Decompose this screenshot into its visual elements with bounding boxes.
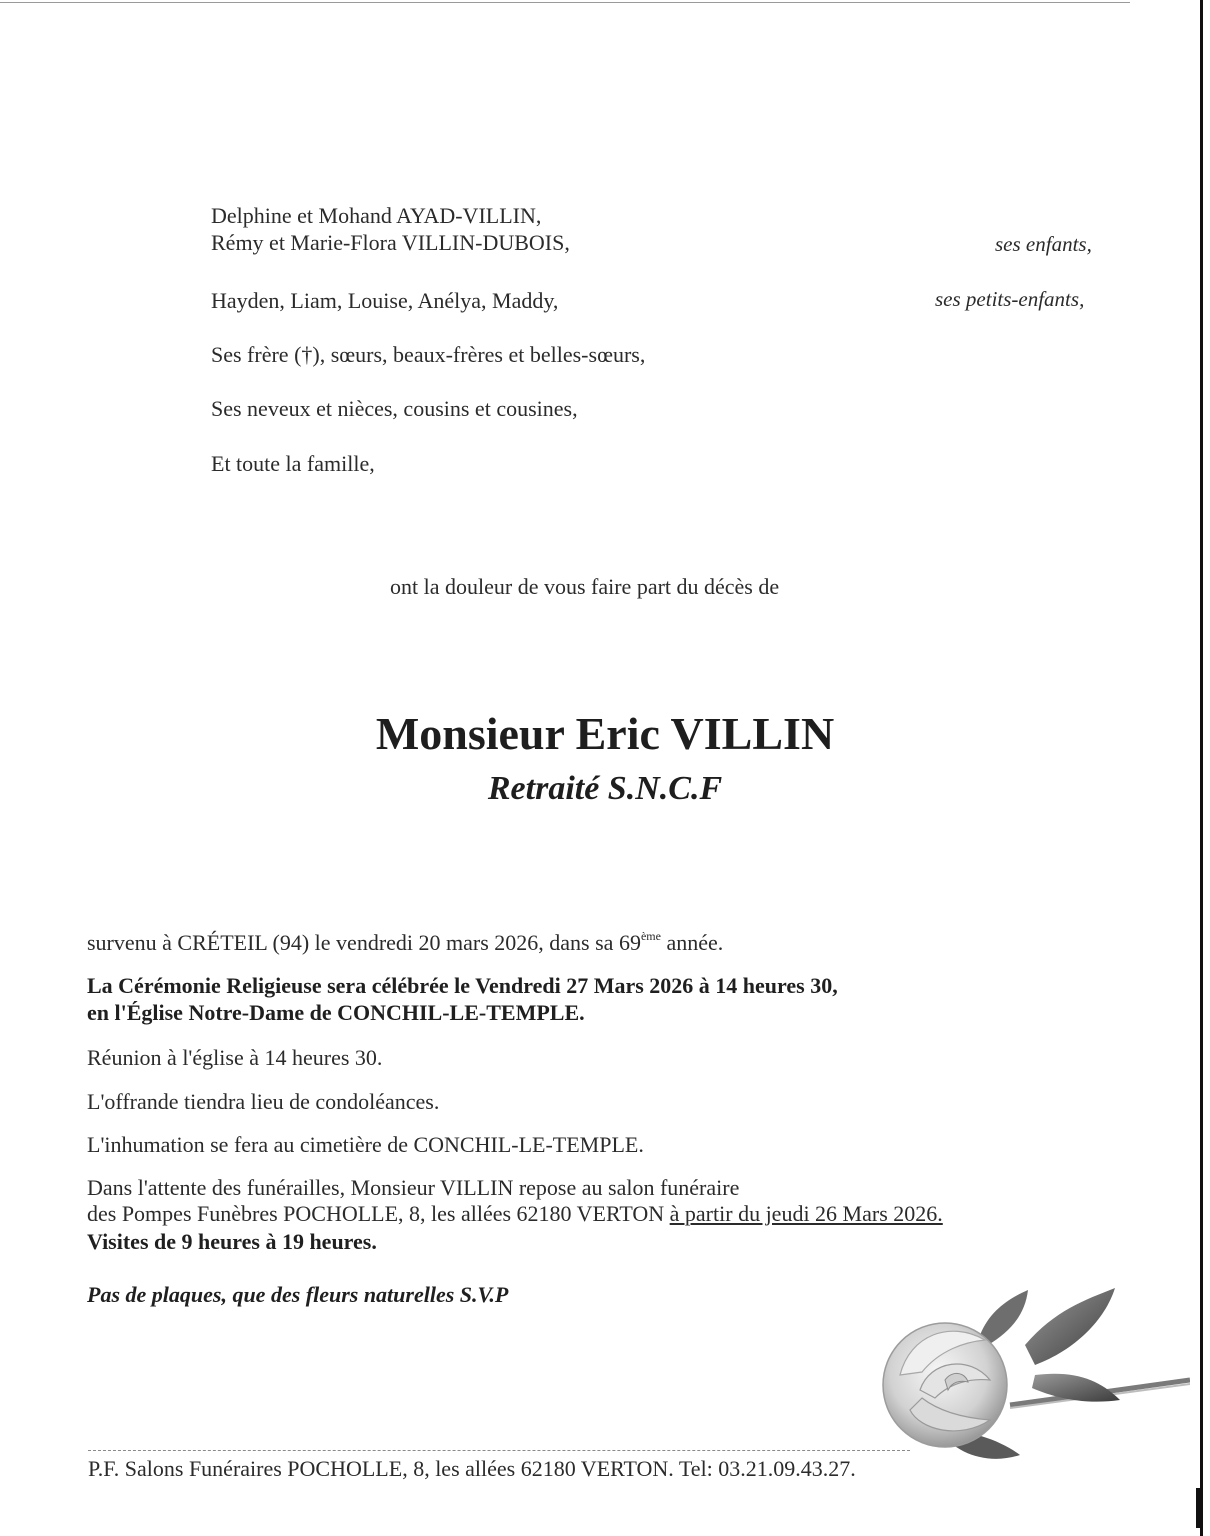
role-grandchildren: ses petits-enfants, — [935, 287, 1085, 311]
repose-line-1: Dans l'attente des funérailles, Monsieur VILLIN repose au salon funéraire — [87, 1175, 740, 1200]
death-line — [87, 930, 723, 956]
deceased-occupation: Retraité S.N.C.F — [487, 770, 723, 807]
family-siblings: Ses frère (†), sœurs, beaux-frères et belles-sœurs, — [211, 342, 646, 367]
footer-contact: P.F. Salons Funéraires POCHOLLE, 8, les allées 62180 VERTON. Tel: 03.21.09.43.27. — [88, 1456, 856, 1481]
burial-line: L'inhumation se fera au cimetière de CONCHIL-LE-TEMPLE. — [87, 1132, 644, 1157]
ceremony-line-1: La Cérémonie Religieuse sera célébrée le Vendredi 27 Mars 2026 à 14 heures 30, — [87, 973, 838, 998]
meeting-line: Réunion à l'église à 14 heures 30. — [87, 1045, 383, 1070]
top-scan-rule — [0, 2, 1130, 3]
family-grandchildren: Hayden, Liam, Louise, Anélya, Maddy, — [211, 288, 559, 313]
role-children: ses enfants, — [995, 232, 1092, 256]
family-children-line-2: Rémy et Marie-Flora VILLIN-DUBOIS, — [211, 230, 570, 255]
family-children-line-1: Delphine et Mohand AYAD-VILLIN, — [211, 203, 542, 228]
family-nephews: Ses neveux et nièces, cousins et cousines, — [211, 396, 578, 421]
death-line-end: année. — [660, 930, 724, 955]
death-line-ordinal: ème — [640, 929, 661, 943]
rose-icon — [860, 1280, 1190, 1490]
flowers-line: Pas de plaques, que des fleurs naturelles S.V.P — [87, 1282, 509, 1307]
footer-divider — [88, 1450, 910, 1451]
repose-line-2 — [87, 1201, 943, 1227]
repose-date-underlined: à partir du jeudi 26 Mars 2026. — [669, 1201, 943, 1226]
ceremony-line-2: en l'Église Notre-Dame de CONCHIL-LE-TEMPLE. — [87, 1000, 585, 1025]
family-all: Et toute la famille, — [211, 451, 375, 476]
visits-line: Visites de 9 heures à 19 heures. — [87, 1229, 377, 1254]
offering-line: L'offrande tiendra lieu de condoléances. — [87, 1089, 440, 1114]
deceased-name: Monsieur Eric VILLIN — [375, 708, 835, 759]
death-line-main: survenu à CRÉTEIL (94) le vendredi 20 mars 2026, dans sa 69 — [87, 930, 641, 955]
repose-line-2-main: des Pompes Funèbres POCHOLLE, 8, les allées 62180 VERTON — [87, 1201, 670, 1226]
right-scan-edge-mark — [1196, 1488, 1200, 1528]
announcement-line: ont la douleur de vous faire part du décès de — [390, 574, 780, 599]
